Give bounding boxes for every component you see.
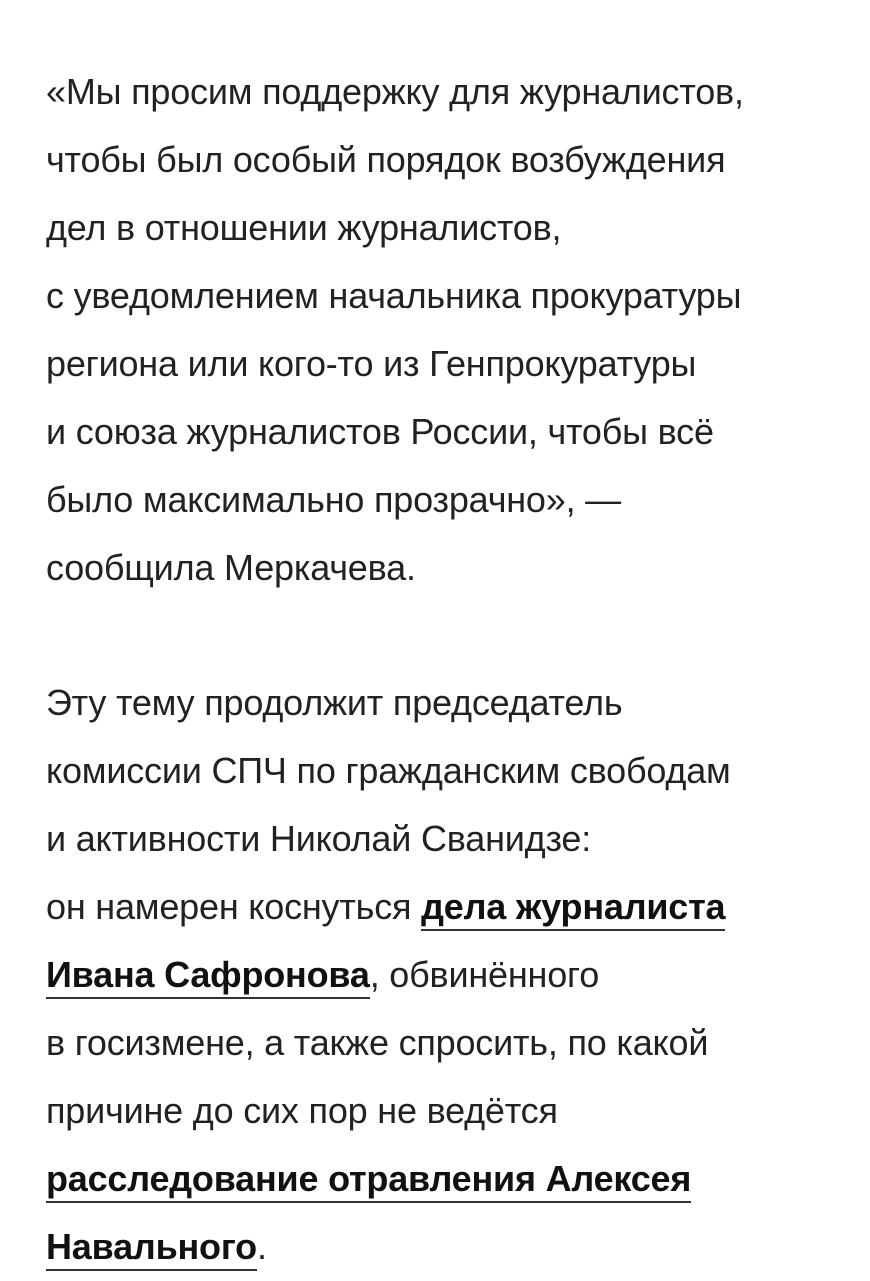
quote-paragraph [46, 58, 846, 602]
paragraph-text: он намерен коснуться [46, 886, 422, 927]
paragraph-text: . [256, 1226, 267, 1267]
paragraph-line: и союза журналистов России, чтобы всё [46, 411, 714, 452]
paragraph-line [46, 1213, 846, 1281]
paragraph-line: с уведомлением начальника прокуратуры [46, 275, 742, 316]
paragraph-line: причине до сих пор не ведётся [46, 1090, 558, 1131]
paragraph-line: в госизмене, а также спросить, по какой [46, 1022, 709, 1063]
paragraph-text: , обвинённого [369, 954, 600, 995]
safronov-case-link[interactable]: дела журналиста [421, 886, 725, 931]
paragraph-line: дел в отношении журналистов, [46, 207, 562, 248]
second-paragraph [46, 669, 846, 1281]
safronov-case-link-continued[interactable]: Ивана Сафронова [46, 954, 370, 999]
navalny-poisoning-link[interactable]: расследование отравления Алексея [46, 1158, 691, 1203]
paragraph-line: региона или кого-то из Генпрокуратуры [46, 343, 697, 384]
paragraph-line: было максимально прозрачно», — [46, 479, 621, 520]
paragraph-line: Эту тему продолжит председатель [46, 682, 623, 723]
paragraph-line [46, 941, 846, 1009]
article-body [46, 58, 846, 1281]
paragraph-spacer [46, 602, 846, 669]
navalny-poisoning-link-continued[interactable]: Навального [46, 1226, 257, 1271]
paragraph-line: чтобы был особый порядок возбуждения [46, 139, 726, 180]
paragraph-line: комиссии СПЧ по гражданским свободам [46, 750, 731, 791]
paragraph-line: «Мы просим поддержку для журналистов, [46, 71, 744, 112]
paragraph-line [46, 873, 846, 941]
paragraph-line [46, 1145, 846, 1213]
paragraph-line: сообщила Меркачева. [46, 547, 416, 588]
paragraph-line: и активности Николай Сванидзе: [46, 818, 592, 859]
